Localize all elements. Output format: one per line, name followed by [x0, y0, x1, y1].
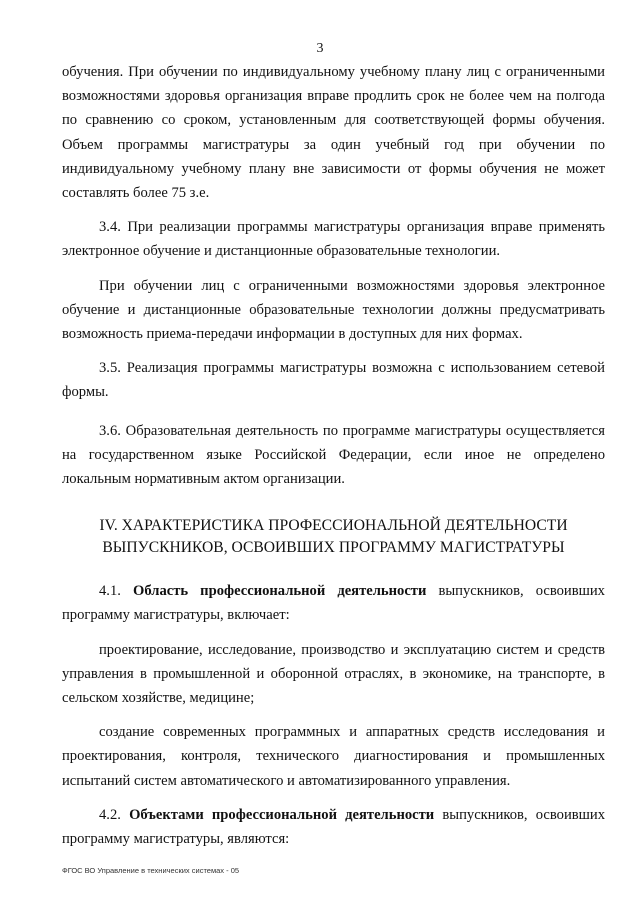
page-footer: ФГОС ВО Управление в технических системах - 05	[62, 866, 240, 875]
item-4-2-bold-term: Объектами профессиональной деятельности	[129, 806, 435, 823]
paragraph-4-1-sub-1: проектирование, исследование, производство и эксплуатацию систем и средств управления в промышленной и оборонной отраслях, в экономике, на транспорте, в сельском хозяйстве, медицине;	[62, 641, 605, 707]
paragraph-3-4: 3.4. При реализации программы магистратуры организация вправе применять электронное обучение и дистанционные образовательные технологии.	[62, 219, 605, 260]
paragraph-4-1	[62, 579, 605, 627]
paragraph-disabilities: При обучении лиц с ограниченными возможностями здоровья электронное обучение и дистанционные образовательные технологии должны предусматривать возможность приема-передачи информации в доступных для них формах.	[62, 277, 605, 343]
document-body	[62, 60, 605, 851]
paragraph-4-2	[62, 803, 605, 851]
paragraph-3-5: 3.5. Реализация программы магистратуры возможна с использованием сетевой формы.	[62, 360, 605, 401]
paragraph-4-1-sub-2: создание современных программных и аппаратных средств исследования и проектирования, контроля, технического диагностирования и промышленных испытаний систем автоматического и автоматизированного управления.	[62, 724, 605, 789]
paragraph-continuation: обучения. При обучении по индивидуальному учебному плану лиц с ограниченными возможностями здоровья организация вправе продлить срок не более чем на полгода по сравнению со сроком, установленным для соответствующей формы обучения. Объем программы магистратуры за один учебный год при обучении по индивидуальному учебному плану вне зависимости от формы обучения не может составлять более 75 з.е.	[62, 64, 605, 202]
item-4-2-number: 4.2.	[99, 806, 121, 823]
item-4-1-bold-term: Область профессиональной деятельности	[132, 583, 427, 600]
section-heading-line-2: ВЫПУСКНИКОВ, ОСВОИВШИХ ПРОГРАММУ МАГИСТРАТУРЫ	[102, 539, 565, 557]
paragraph-3-6: 3.6. Образовательная деятельность по программе магистратуры осуществляется на государственном языке Российской Федерации, если иное не определено локальным нормативным актом организации.	[62, 422, 605, 488]
item-4-1-number: 4.1.	[99, 583, 121, 600]
section-heading-line-1: IV. ХАРАКТЕРИСТИКА ПРОФЕССИОНАЛЬНОЙ ДЕЯТЕЛЬНОСТИ	[99, 517, 568, 535]
item-4-1-rest: выпускников, освоивших программу магистратуры, включает:	[62, 583, 605, 624]
item-4-2-rest: выпускников, освоивших программу магистратуры, являются:	[62, 806, 605, 848]
section-heading	[62, 515, 605, 559]
page-number: 3	[316, 41, 324, 56]
